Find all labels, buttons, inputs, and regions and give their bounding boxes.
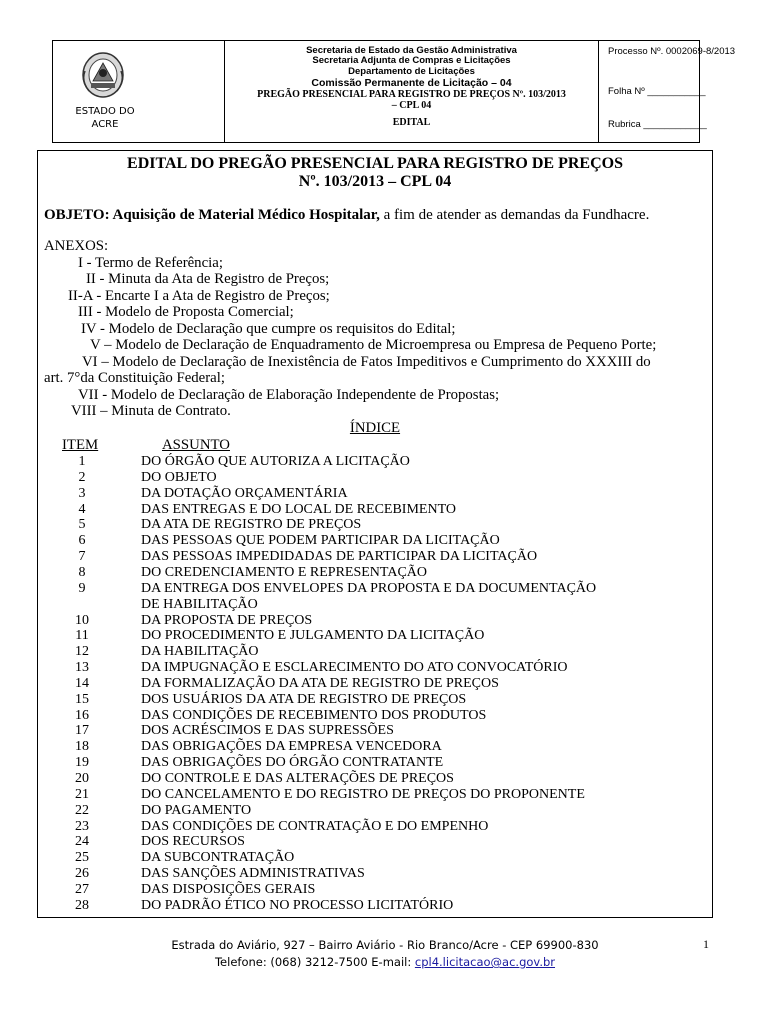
indice-item-subject: DO ÓRGÃO QUE AUTORIZA A LICITAÇÃO — [141, 454, 410, 469]
state-line-1: ESTADO DO — [75, 106, 135, 117]
indice-title: ÍNDICE — [349, 420, 401, 436]
anexo-item: III - Modelo de Proposta Comercial; — [78, 304, 294, 320]
indice-item-subject: DAS PESSOAS QUE PODEM PARTICIPAR DA LICITAÇÃO — [141, 533, 500, 549]
anexo-item-continuation: art. 7°da Constituição Federal; — [44, 370, 225, 386]
indice-item-number: 21 — [75, 786, 89, 802]
indice-item-subject: DAS CONDIÇÕES DE CONTRATAÇÃO E DO EMPENHO — [141, 818, 489, 834]
rubrica-field: Rubrica ____________ — [608, 119, 707, 130]
indice-item-number: 6 — [78, 533, 86, 549]
indice-item-number: 4 — [78, 501, 86, 517]
indice-item-subject: DOS ACRÉSCIMOS E DAS SUPRESSÕES — [141, 723, 394, 739]
indice-item-subject: DA ATA DE REGISTRO DE PREÇOS — [141, 517, 362, 533]
anexo-item: II-A - Encarte I a Ata de Registro de Preços; — [68, 288, 330, 304]
indice-item-number: 7 — [78, 549, 86, 565]
header-title-cell — [225, 41, 599, 142]
edital-title-line-2: Nº. 103/2013 – CPL 04 — [298, 173, 452, 190]
anexo-item: V – Modelo de Declaração de Enquadramento de Microempresa ou Empresa de Pequeno Porte; — [90, 337, 657, 353]
footer-phone: Telefone: (068) 3212-7500 E-mail: — [214, 955, 415, 969]
state-line-2: ACRE — [91, 119, 119, 130]
indice-item-number: 27 — [75, 881, 89, 897]
footer-address: Estrada do Aviário, 927 – Bairro Aviário - Rio Branco/Acre - CEP 69900-830 — [171, 938, 599, 952]
indice-item-subject: DAS DISPOSIÇÕES GERAIS — [141, 881, 316, 897]
edital-title-line-1: EDITAL DO PREGÃO PRESENCIAL PARA REGISTRO DE PREÇOS — [127, 155, 623, 172]
indice-item-number: 19 — [75, 755, 89, 771]
secretaria: Secretaria de Estado da Gestão Administrativa — [306, 45, 517, 56]
folha-field: Folha Nº ___________ — [608, 86, 706, 97]
indice-item-number: 23 — [75, 818, 89, 834]
indice-item-subject: DAS SANÇÕES ADMINISTRATIVAS — [141, 866, 365, 882]
indice-item-number: 12 — [75, 644, 89, 660]
footer-contact — [0, 955, 770, 969]
document-header — [52, 40, 736, 143]
indice-item-number: 18 — [75, 739, 89, 755]
indice-item-number: 26 — [75, 866, 89, 882]
comissao: Comissão Permanente de Licitação – 04 — [311, 77, 512, 90]
indice-item-number: 8 — [78, 564, 86, 580]
indice-item-subject: DOS USUÁRIOS DA ATA DE REGISTRO DE PREÇOS — [141, 691, 467, 707]
anexos-label: ANEXOS: — [44, 238, 109, 254]
indice-item-number: 15 — [75, 691, 89, 707]
indice-item-subject: DO CONTROLE E DAS ALTERAÇÕES DE PREÇOS — [141, 771, 454, 786]
indice-item-subject: DA HABILITAÇÃO — [141, 644, 259, 660]
indice-item-subject: DA IMPUGNAÇÃO E ESCLARECIMENTO DO ATO CONVOCATÓRIO — [141, 660, 568, 676]
indice-item-subject-continuation: DE HABILITAÇÃO — [141, 596, 258, 612]
indice-item-subject: DA SUBCONTRATAÇÃO — [141, 850, 295, 866]
indice-item-subject: DAS OBRIGAÇÕES DO ÓRGÃO CONTRATANTE — [141, 755, 444, 771]
anexo-item: VI – Modelo de Declaração de Inexistência de Fatos Impeditivos e Cumprimento do XXXIII do — [82, 354, 651, 370]
indice-item-subject: DAS CONDIÇÕES DE RECEBIMENTO DOS PRODUTOS — [141, 707, 487, 723]
indice-item-subject: DO OBJETO — [141, 469, 217, 485]
header-process-cell — [599, 41, 736, 142]
pregao-line-1: PREGÃO PRESENCIAL PARA REGISTRO DE PREÇOS Nº. 103/2013 — [257, 89, 566, 101]
indice-item-number: 10 — [75, 612, 89, 628]
indice-item-subject: DOS RECURSOS — [141, 834, 245, 850]
indice-item-subject: DO PROCEDIMENTO E JULGAMENTO DA LICITAÇÃO — [141, 628, 485, 644]
indice-item-number: 9 — [78, 580, 86, 596]
footer-email-link[interactable]: cpl4.licitacao@ac.gov.br — [414, 955, 556, 969]
departamento: Departamento de Licitações — [348, 65, 475, 77]
indice-item-number: 3 — [78, 485, 86, 501]
indice-item-number: 13 — [75, 660, 89, 676]
objeto-text: a fim de atender as demandas da Fundhacre. — [379, 207, 650, 223]
indice-item-number: 2 — [78, 469, 86, 485]
indice-item-subject: DO PAGAMENTO — [141, 802, 252, 818]
indice-item-number: 16 — [75, 707, 89, 723]
indice-item-number: 28 — [75, 897, 89, 913]
indice-item-subject: DAS OBRIGAÇÕES DA EMPRESA VENCEDORA — [141, 739, 442, 755]
column-header-item: ITEM — [62, 437, 99, 453]
logo-cell — [53, 41, 225, 142]
indice-item-number: 24 — [75, 834, 89, 850]
indice-item-number: 17 — [75, 723, 89, 739]
indice-item-number: 1 — [78, 454, 86, 469]
indice-item-subject: DO CANCELAMENTO E DO REGISTRO DE PREÇOS DO PROPONENTE — [141, 786, 585, 802]
indice-item-number: 5 — [78, 517, 86, 533]
indice-item-subject: DAS PESSOAS IMPEDIDADAS DE PARTICIPAR DA LICITAÇÃO — [141, 549, 538, 565]
pregao-line-2: – CPL 04 — [391, 100, 432, 112]
indice-item-number: 20 — [75, 771, 89, 786]
indice-item-number: 11 — [75, 628, 89, 644]
indice-item-subject: DA DOTAÇÃO ORÇAMENTÁRIA — [141, 485, 348, 501]
indice-item-subject: DA ENTREGA DOS ENVELOPES DA PROPOSTA E DA DOCUMENTAÇÃO — [141, 580, 597, 596]
anexo-item: IV - Modelo de Declaração que cumpre os requisitos do Edital; — [81, 321, 456, 337]
indice-item-subject: DA FORMALIZAÇÃO DA ATA DE REGISTRO DE PREÇOS — [141, 675, 499, 691]
state-name — [69, 105, 141, 131]
page-number: 1 — [703, 937, 709, 951]
edital-body — [37, 150, 713, 918]
anexo-item: I - Termo de Referência; — [78, 255, 223, 271]
objeto-label: OBJETO: Aquisição de Material Médico Hospitalar, — [44, 207, 380, 223]
indice-item-number: 22 — [75, 802, 89, 818]
indice-item-subject: DO PADRÃO ÉTICO NO PROCESSO LICITATÓRIO — [141, 897, 454, 913]
anexo-item: VIII – Minuta de Contrato. — [71, 403, 231, 419]
indice-item-number: 25 — [75, 850, 89, 866]
indice-item-number: 14 — [75, 675, 89, 691]
indice-item-subject: DO CREDENCIAMENTO E REPRESENTAÇÃO — [141, 564, 428, 580]
indice-item-subject: DAS ENTREGAS E DO LOCAL DE RECEBIMENTO — [141, 501, 456, 517]
anexo-item: VII - Modelo de Declaração de Elaboração Independente de Propostas; — [78, 387, 500, 403]
secretaria-adjunta: Secretaria Adjunta de Compras e Licitações — [312, 55, 511, 67]
objeto — [44, 207, 649, 224]
indice-item-subject: DA PROPOSTA DE PREÇOS — [141, 612, 313, 628]
processo-number: Processo Nº. 0002069-8/2013 — [608, 46, 736, 57]
anexo-item: II - Minuta da Ata de Registro de Preços; — [86, 271, 330, 287]
edital-label: EDITAL — [392, 117, 431, 129]
state-seal-icon — [81, 51, 125, 99]
column-header-assunto: ASSUNTO — [162, 437, 230, 453]
